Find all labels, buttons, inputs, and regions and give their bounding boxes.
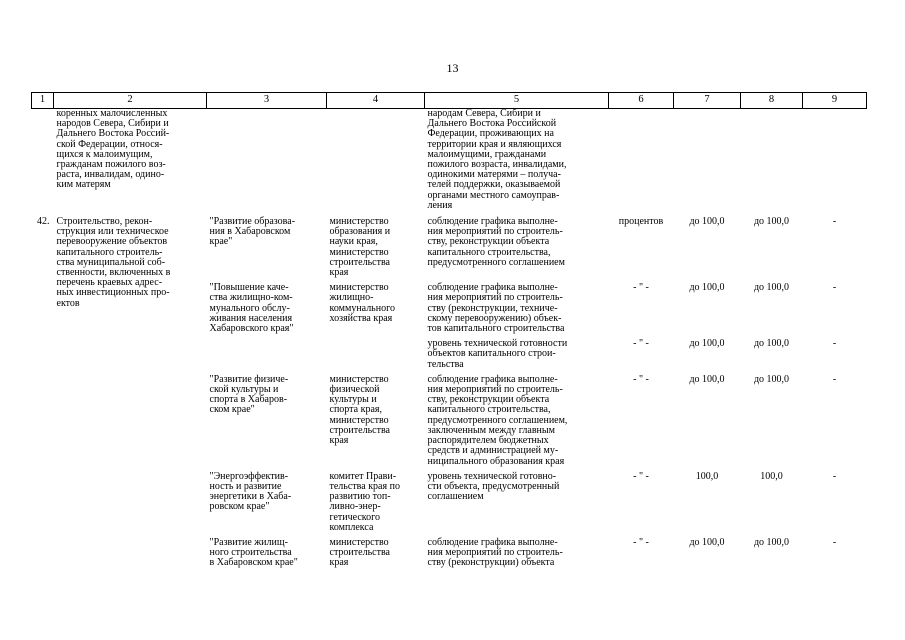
value-cell: - — [832, 536, 837, 548]
unit-cell: - " - — [633, 338, 649, 350]
indicator-cell: народам Севера, Сибири и Дальнего Востока Российской Федерации, проживающих на территории края и являющихся малоимущими, гражданами пожилого возраста, инвалидами, одинокими матерями – получа- телей поддержки, оказываемой органами местного самоуправ- ления — [427, 108, 567, 211]
value-cell: до 100,0 — [689, 373, 725, 385]
table-header-row — [32, 93, 867, 109]
executor-cell: министерство физической культуры и спорта края, министерство строительства края — [329, 373, 390, 447]
column-header: 2 — [54, 93, 207, 109]
value-cell: - — [832, 282, 837, 294]
value-cell: до 100,0 — [689, 216, 725, 228]
value-cell: 100,0 — [695, 470, 719, 482]
value-cell: до 100,0 — [689, 536, 725, 548]
value-cell: - — [832, 470, 837, 482]
table-row — [32, 109, 867, 216]
unit-cell: - " - — [633, 373, 649, 385]
table-row — [32, 215, 867, 278]
column-header: 9 — [803, 93, 867, 109]
value-cell: до 100,0 — [753, 216, 790, 228]
row-number: 42. — [37, 216, 50, 228]
column-header: 5 — [425, 93, 609, 109]
value-cell: до 100,0 — [753, 373, 790, 385]
column-header: 7 — [674, 93, 741, 109]
indicator-cell: уровень технической готовно- сти объекта, предусмотренный соглашением — [427, 470, 560, 503]
program-cell: "Развитие образова- ния в Хабаровском крае" — [209, 216, 296, 248]
value-cell: - — [832, 338, 837, 350]
executor-cell: министерство строительства края — [329, 536, 390, 569]
unit-cell: - " - — [633, 536, 649, 548]
target-group-cell: коренных малочисленных народов Севера, Сибири и Дальнего Востока Россий- ской Федерации, относя- щихся к малоимущим, гражданам пожилого воз- раста, инвалидам, одино- ким матерям — [56, 108, 170, 191]
column-header: 6 — [609, 93, 674, 109]
unit-cell: процентов — [618, 216, 664, 228]
value-cell: до 100,0 — [753, 282, 790, 294]
program-cell: "Повышение каче- ства жилищно-ком- мунального обслу- живания населения Хабаровского края" — [209, 282, 294, 335]
program-cell: "Развитие физиче- ской культуры и спорта в Хабаров- ском крае" — [209, 373, 289, 416]
value-cell: до 100,0 — [753, 338, 790, 350]
column-header: 4 — [327, 93, 425, 109]
column-header: 1 — [32, 93, 54, 109]
indicator-cell: соблюдение графика выполне- ния мероприятий по строитель- ству (реконструкции, техниче- скому перевооружению) объек- тов капитального строительства — [427, 282, 565, 335]
unit-cell: - " - — [633, 282, 649, 294]
column-header: 8 — [741, 93, 803, 109]
indicator-cell: уровень технической готовности объектов капитального строи- тельства — [427, 338, 568, 370]
value-cell: - — [832, 373, 837, 385]
page-number: 13 — [446, 61, 459, 75]
activity-name-cell: Строительство, рекон- струкция или техническое перевооружение объектов капитального строитель- ства муниципальной соб- ственности, включенных в перечень краевых адрес- ных инвестиционных про- ектов — [56, 216, 171, 309]
value-cell: - — [832, 216, 837, 228]
indicator-cell: соблюдение графика выполне- ния мероприятий по строитель- ству, реконструкции объекта капитального строительства, предусмотренного соглашением, заключенным между главным распорядителем бюджетных средств и администрацией му- ниципального образования края — [427, 373, 568, 467]
indicators-table — [31, 92, 867, 569]
value-cell: до 100,0 — [753, 536, 790, 548]
value-cell: до 100,0 — [689, 282, 725, 294]
indicator-cell: соблюдение графика выполне- ния мероприятий по строитель- ству, реконструкции объекта капитального строительства, предусмотренного соглашением — [427, 216, 565, 268]
indicator-cell: соблюдение графика выполне- ния мероприятий по строитель- ству (реконструкции) объекта — [427, 536, 563, 569]
program-cell: "Энергоэффектив- ность и развитие энергетики в Хаба- ровском крае" — [209, 470, 292, 513]
column-header: 3 — [207, 93, 327, 109]
unit-cell: - " - — [633, 470, 649, 482]
executor-cell: комитет Прави- тельства края по развитию топ- ливно-энер- гетического комплекса — [329, 470, 400, 533]
executor-cell: министерство образования и науки края, министерство строительства края — [329, 216, 391, 279]
executor-cell: министерство жилищно- коммунального хозяйства края — [329, 282, 395, 324]
value-cell: до 100,0 — [689, 338, 725, 350]
value-cell: 100,0 — [760, 470, 783, 482]
program-cell: "Развитие жилищ- ного строительства в Хабаровском крае" — [209, 536, 298, 569]
